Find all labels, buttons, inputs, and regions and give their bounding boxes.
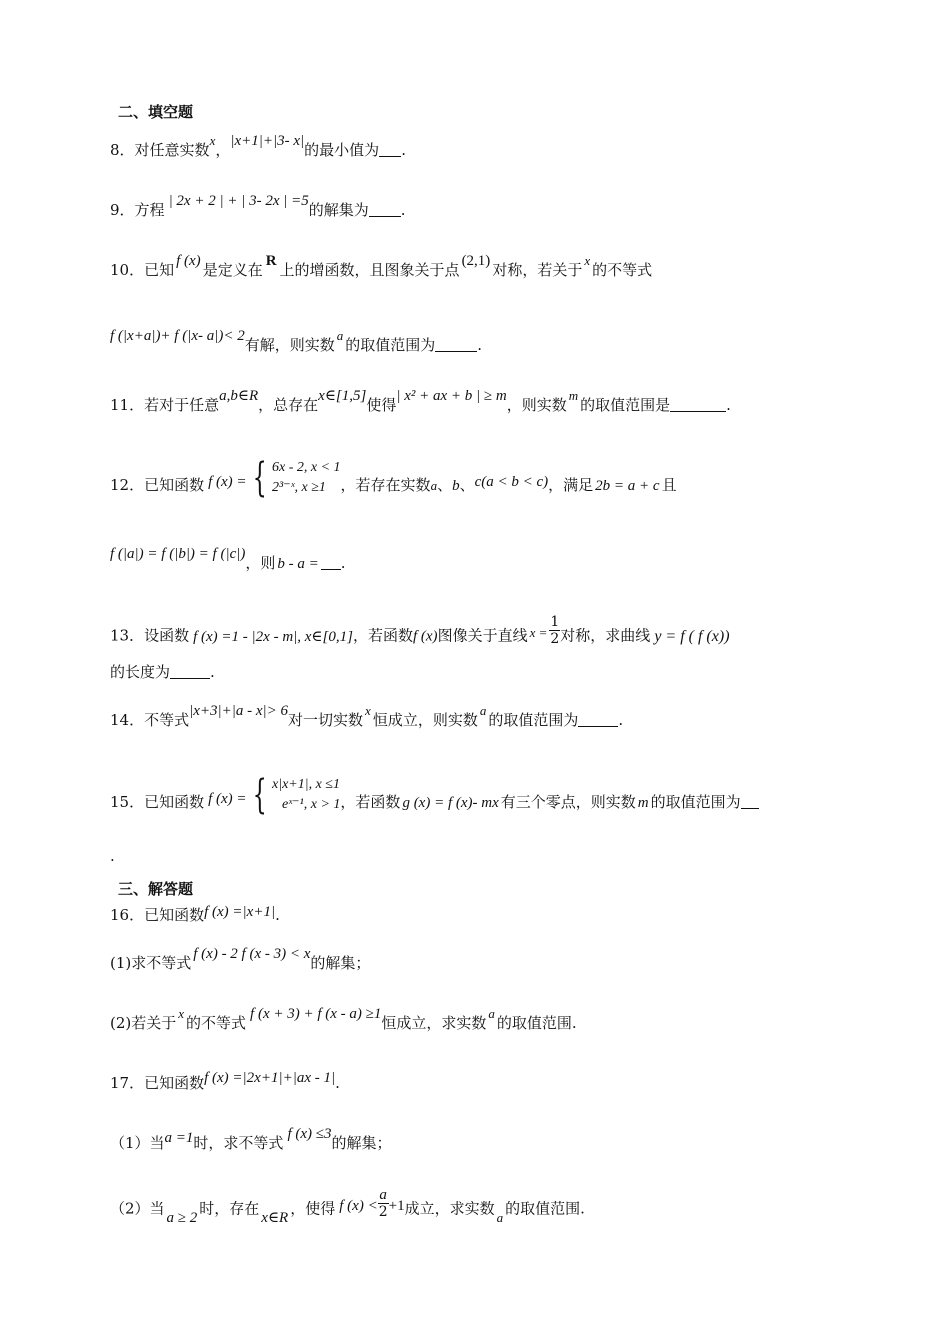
answer-blank	[741, 794, 759, 809]
question-12: 12．已知函数 f (x) = { 6x - 2, x < 1 2³⁻ˣ, x ≥1 ，若存在实数a、b、c(a < b < c)，满足 2b = a + c 且	[110, 455, 677, 501]
question-11: 11．若对于任意a,b∈R，总存在x∈[1,5]使得| x² + ax + b | ≥ m，则实数m的取值范围是 .	[110, 388, 731, 414]
question-14: 14．不等式|x+3|+|a - x|> 6对一切实数x恒成立，则实数a的取值范围为 .	[110, 703, 624, 729]
piecewise-function: { x|x+1|, x ≤1 eˣ⁻¹, x > 1	[252, 772, 341, 818]
math-expression: f (x) =|2x+1|+|ax - 1|	[204, 1070, 336, 1086]
math-expression: f (|a|) = f (|b|) = f (|c|)	[110, 546, 246, 562]
question-number: 8．	[110, 141, 135, 159]
answer-blank	[379, 142, 401, 157]
question-13-continued: 的长度为 .	[110, 663, 215, 681]
question-8: 8．对任意实数x，|x+1|+|3- x|的最小值为 .	[110, 133, 406, 159]
answer-blank	[321, 555, 341, 570]
math-expression: f (x) - 2 f (x - 3) < x	[193, 946, 311, 962]
fraction-one-half: $\frac{1}{2}$	[550, 614, 560, 647]
section-heading-answer: 三、解答题	[118, 880, 194, 898]
question-16: 16．已知函数f (x) =|x+1|.	[110, 904, 280, 924]
fraction-a-over-2: $\frac{a}{2}$	[378, 1187, 388, 1220]
question-10-continued: f (|x+a|)+ f (|x- a|)< 2有解，则实数a的取值范围为 .	[110, 328, 483, 354]
question-9: 9．方程 | 2x + 2 | + | 3- 2x | =5的解集为 .	[110, 193, 406, 219]
math-expression: |x+3|+|a - x|> 6	[189, 703, 289, 719]
question-13: 13．设函数 f (x) =1 - |2x - m|, x∈[0,1]，若函数f (x)图像关于直线 x = $\frac{1}{2}$ 对称，求曲线 y = f ( f (x))	[110, 614, 730, 647]
question-17-part-1: （1）当a =1时，求不等式 f (x) ≤3的解集；	[110, 1126, 392, 1152]
question-16-part-1: (1)求不等式 f (x) - 2 f (x - 3) < x的解集；	[110, 946, 371, 972]
question-10: 10．已知 f (x) 是定义在 R 上的增函数，且图象关于点 (2,1) 对称，若关于x的不等式	[110, 253, 653, 279]
math-expression: f (x + 3) + f (x - a) ≥1	[250, 1006, 382, 1022]
section-heading-fill: 二、填空题	[118, 103, 194, 121]
piecewise-function: { 6x - 2, x < 1 2³⁻ˣ, x ≥1	[252, 455, 341, 501]
math-expression: f (x) =|x+1|	[204, 904, 276, 920]
math-expression: | 2x + 2 | + | 3- 2x | =5	[168, 193, 309, 209]
answer-blank	[369, 202, 401, 217]
question-17-part-2: （2）当 a ≥ 2 时，存在 x∈R ，使得 f (x) < $\frac{a}{2}$ +1成立，求实数 a 的取值范围.	[110, 1187, 585, 1226]
question-16-part-2: (2)若关于x的不等式 f (x + 3) + f (x - a) ≥1恒成立，求实数a的取值范围.	[110, 1006, 577, 1032]
answer-blank	[578, 712, 618, 727]
question-12-continued: f (|a|) = f (|b|) = f (|c|)，则 b - a = .	[110, 546, 346, 572]
math-expression: f (x) =1 - |2x - m|, x∈[0,1]	[193, 628, 353, 645]
question-15-period: .	[110, 847, 115, 865]
math-expression: | x² + ax + b | ≥ m	[396, 388, 507, 404]
answer-blank	[170, 664, 210, 679]
math-expression: f (|x+a|)+ f (|x- a|)< 2	[110, 328, 245, 344]
question-17: 17．已知函数f (x) =|2x+1|+|ax - 1|.	[110, 1070, 340, 1092]
answer-blank	[435, 337, 477, 352]
question-15: 15．已知函数 f (x) = { x|x+1|, x ≤1 eˣ⁻¹, x > 1 ，若函数 g (x) = f (x)- mx 有三个零点，则实数 m 的取值范围为	[110, 783, 759, 823]
answer-blank	[670, 397, 726, 412]
math-expression: |x+1|+|3- x|	[230, 133, 305, 149]
